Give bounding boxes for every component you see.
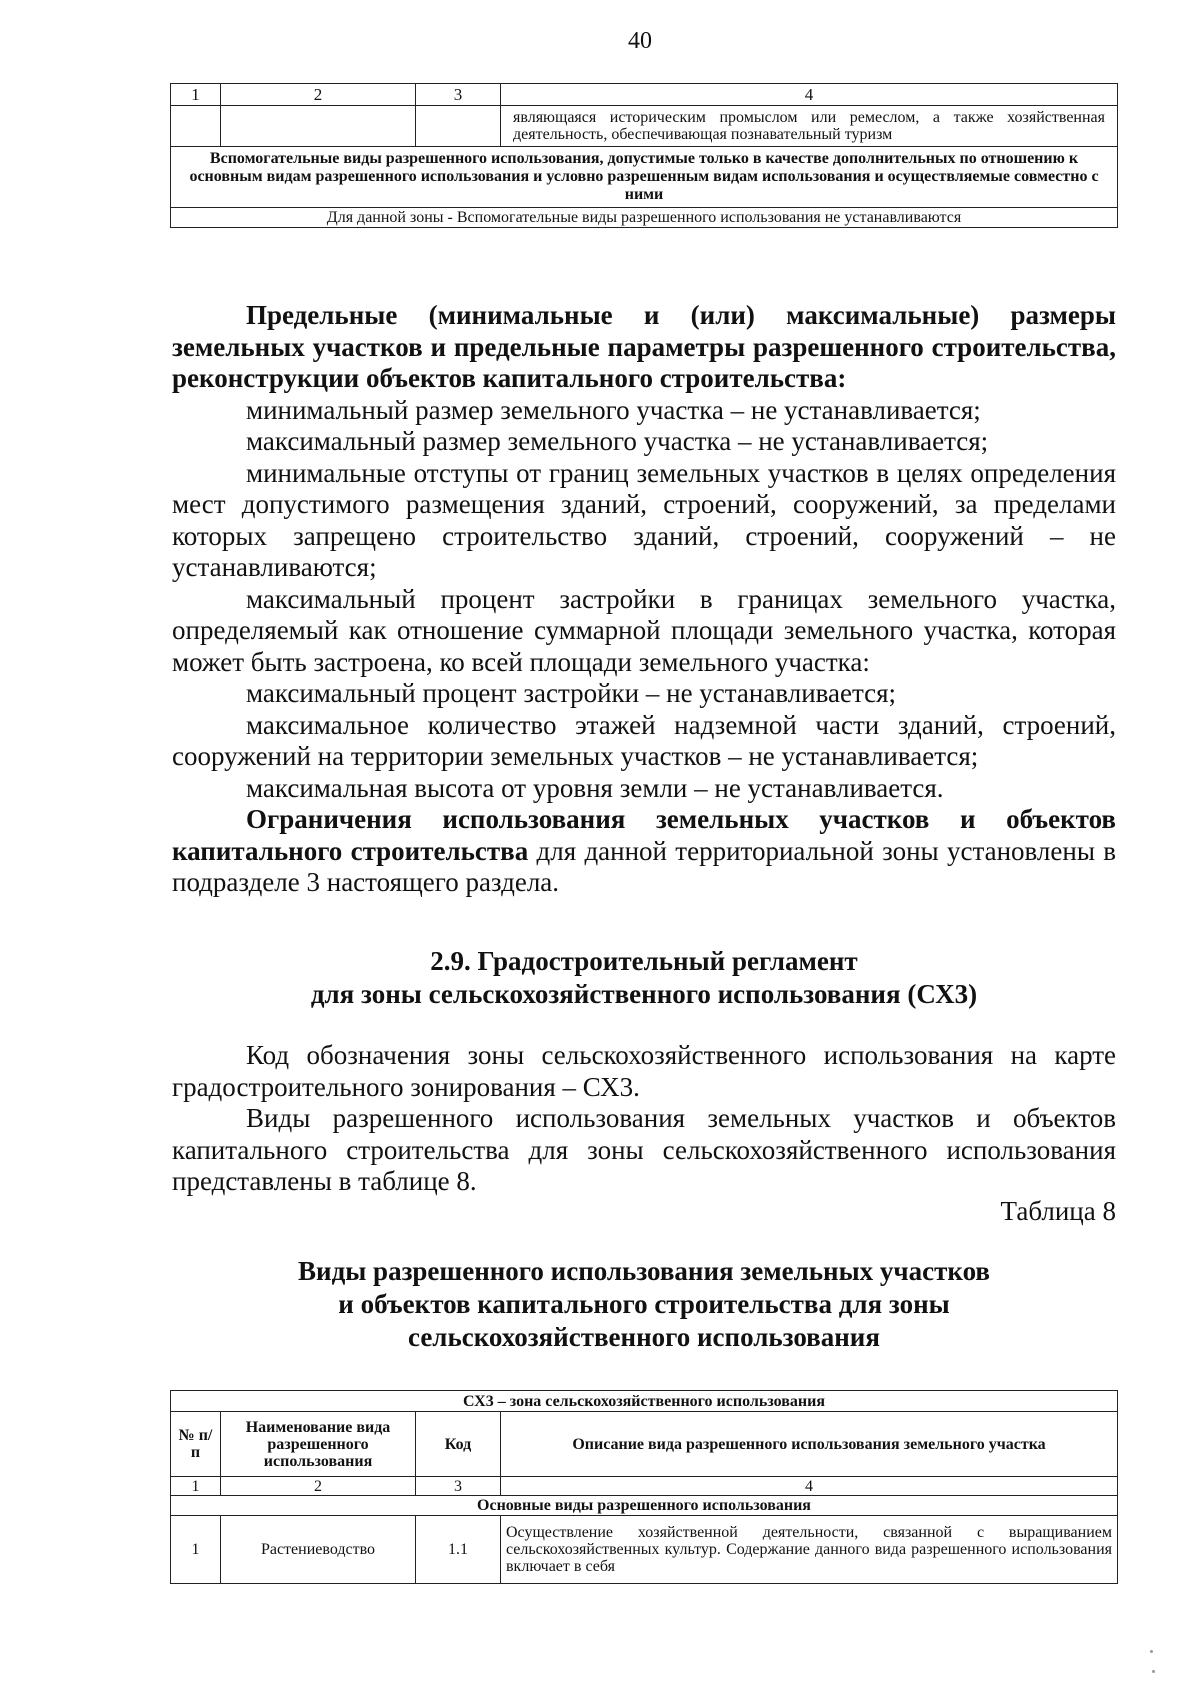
page-number: 40 <box>628 28 652 54</box>
scan-speck <box>1152 1670 1155 1673</box>
min-size: минимальный размер земельного участка – не устанавливается; <box>246 394 981 425</box>
col-number: 1 <box>171 84 221 106</box>
col-number: 2 <box>221 1477 416 1496</box>
coverage-definition: максимальный процент застройки в границах земельного участка, определяемый как отношение суммарной площади земельного участка, которая может быть застроена, ко всей площади земельного участка: <box>172 583 1116 677</box>
column-number-row <box>171 1477 1118 1496</box>
setbacks: минимальные отступы от границ земельных участков в целях определения мест допустимого размещения зданий, строений, сооружений, за пределами которых запрещено строительство зданий, строений, сооружений – не устанавливаются; <box>172 457 1116 582</box>
continued-table <box>170 83 1118 228</box>
section-title <box>172 945 1116 1011</box>
row-description: Осуществление хозяйственной деятельности, связанной с выращиванием сельскохозяйственных культур. Содержание данного вида разрешенного использования включает в себя <box>501 1516 1118 1584</box>
col-number: 4 <box>501 84 1118 106</box>
limits-heading: Предельные (минимальные и (или) максимальные) размеры земельных участков и предельные параметры разрешенного строительства, реконструкции объектов капитального строительства: <box>172 300 1116 393</box>
table-title-line3: сельскохозяйственного использования <box>408 1322 880 1352</box>
column-header: Наименование вида разрешенного использования <box>221 1412 416 1477</box>
col-number: 3 <box>416 84 501 106</box>
aux-header-row <box>171 147 1118 208</box>
column-header: Описание вида разрешенного использования земельного участка <box>501 1412 1118 1477</box>
restrictions <box>172 804 1116 899</box>
table-title-line1: Виды разрешенного использования земельных участков <box>298 1256 990 1286</box>
main-uses-header: Основные виды разрешенного использования <box>171 1496 1118 1516</box>
col-number: 2 <box>221 84 416 106</box>
row-code: 1.1 <box>416 1516 501 1584</box>
zone-header: СХ3 – зона сельскохозяйственного использования <box>171 1391 1118 1412</box>
table-row <box>171 106 1118 147</box>
kinds-text: Виды разрешенного использования земельных участков и объектов капитального строительства для зоны сельскохозяйственного использования представлены в таблице 8. <box>172 1103 1116 1196</box>
section-title-line1: 2.9. Градостроительный регламент <box>430 946 858 976</box>
main-uses-row <box>171 1496 1118 1516</box>
column-number-row <box>171 84 1118 106</box>
column-header: Код <box>416 1412 501 1477</box>
aux-uses-header: Вспомогательные виды разрешенного использования, допустимые только в качестве дополнительных по отношению к основным видам разрешенного использования и условно разрешенным видам использования и осуществляемые совместно с ними <box>171 147 1118 208</box>
table-title-line2: и объектов капитального строительства для зоны <box>338 1289 950 1319</box>
section-body <box>172 1040 1116 1198</box>
restrictions-rest: для данной территориальной зоны установлены в подразделе 3 настоящего раздела. <box>172 835 1116 897</box>
limits-section <box>172 300 1116 899</box>
table-8 <box>170 1390 1118 1584</box>
col-number: 4 <box>501 1477 1118 1496</box>
table-row <box>171 1516 1118 1584</box>
aux-uses-none: Для данной зоны - Вспомогательные виды разрешенного использования не устанавливаются <box>171 208 1118 228</box>
floors: максимальное количество этажей надземной части зданий, строений, сооружений на территории земельных участков – не устанавливается; <box>172 709 1116 771</box>
scan-speck <box>1150 1650 1153 1653</box>
col-number: 1 <box>171 1477 221 1496</box>
max-size: максимальный размер земельного участка – не устанавливается; <box>246 426 989 456</box>
column-header: № п/п <box>171 1412 221 1477</box>
continuation-description: являющаяся историческим промыслом или ремеслом, а также хозяйственная деятельность, обеспечивающая познавательный туризм <box>501 106 1118 147</box>
aux-none-row <box>171 208 1118 228</box>
row-name: Растениеводство <box>221 1516 416 1584</box>
section-title-line2: для зоны сельскохозяйственного использования (СХ3) <box>310 979 978 1009</box>
zone-code-text: Код обозначения зоны сельскохозяйственного использования на карте градостроительного зонирования – СХ3. <box>172 1040 1116 1102</box>
row-number: 1 <box>171 1516 221 1584</box>
height: максимальная высота от уровня земли – не устанавливается. <box>246 772 944 803</box>
table-label: Таблица 8 <box>1000 1196 1116 1226</box>
zone-header-row <box>171 1391 1118 1412</box>
coverage: максимальный процент застройки – не устанавливается; <box>246 678 897 708</box>
column-header-row <box>171 1412 1118 1477</box>
table-title <box>172 1255 1116 1354</box>
restrictions-bold: Ограничения использования земельных участков и объектов капитального строительства <box>172 804 1116 866</box>
col-number: 3 <box>416 1477 501 1496</box>
